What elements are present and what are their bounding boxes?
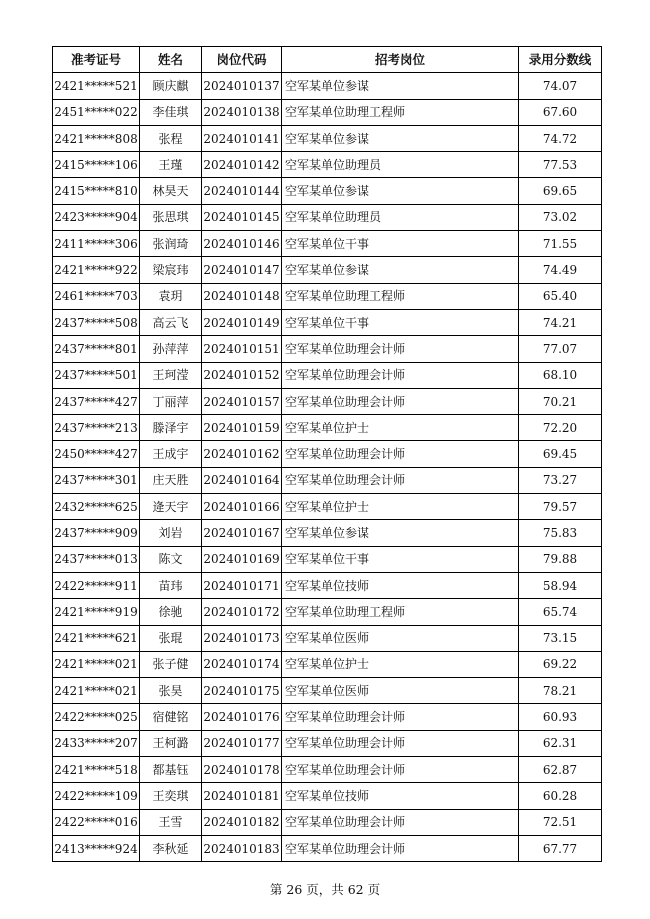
cell-post: 空军某单位护士: [282, 494, 519, 520]
table-row: [53, 625, 602, 651]
cell-name: 张琨: [140, 625, 202, 651]
cell-post: 空军某单位参谋: [282, 257, 519, 283]
cell-score-line: 74.72: [519, 125, 602, 151]
cell-name: 张程: [140, 125, 202, 151]
table-row: [53, 257, 602, 283]
cell-score-line: 69.45: [519, 441, 602, 467]
cell-name: 王成宇: [140, 441, 202, 467]
cell-post-code: 2024010167: [202, 520, 282, 546]
cell-post-code: 2024010149: [202, 309, 282, 335]
cell-score-line: 67.60: [519, 99, 602, 125]
cell-exam-number: 2437*****427: [53, 388, 140, 414]
cell-name: 徐驰: [140, 599, 202, 625]
cell-exam-number: 2411*****306: [53, 231, 140, 257]
cell-name: 王雪: [140, 809, 202, 835]
cell-post-code: 2024010166: [202, 494, 282, 520]
cell-name: 庄天胜: [140, 467, 202, 493]
cell-name: 林昊天: [140, 178, 202, 204]
cell-post: 空军某单位助理员: [282, 152, 519, 178]
table-row: [53, 757, 602, 783]
cell-score-line: 60.28: [519, 783, 602, 809]
cell-post: 空军某单位助理会计师: [282, 809, 519, 835]
cell-post: 空军某单位助理会计师: [282, 467, 519, 493]
cell-score-line: 69.22: [519, 651, 602, 677]
cell-exam-number: 2421*****021: [53, 678, 140, 704]
cell-post-code: 2024010171: [202, 572, 282, 598]
cell-name: 滕泽宇: [140, 415, 202, 441]
table-row: [53, 309, 602, 335]
cell-post-code: 2024010157: [202, 388, 282, 414]
table-row: [53, 125, 602, 151]
cell-post: 空军某单位技师: [282, 572, 519, 598]
cell-score-line: 73.02: [519, 204, 602, 230]
cell-name: 张昊: [140, 678, 202, 704]
cell-name: 王柯潞: [140, 730, 202, 756]
cell-score-line: 73.15: [519, 625, 602, 651]
header-post: 招考岗位: [282, 47, 519, 73]
cell-exam-number: 2422*****016: [53, 809, 140, 835]
cell-exam-number: 2437*****909: [53, 520, 140, 546]
cell-score-line: 67.77: [519, 835, 602, 861]
table-row: [53, 152, 602, 178]
table-row: [53, 204, 602, 230]
table-row: [53, 730, 602, 756]
table-row: [53, 362, 602, 388]
cell-name: 张思琪: [140, 204, 202, 230]
header-post-code: 岗位代码: [202, 47, 282, 73]
cell-score-line: 62.31: [519, 730, 602, 756]
cell-post: 空军某单位护士: [282, 415, 519, 441]
cell-post-code: 2024010183: [202, 835, 282, 861]
cell-name: 王奕琪: [140, 783, 202, 809]
cell-post: 空军某单位参谋: [282, 73, 519, 99]
cell-name: 宿健铭: [140, 704, 202, 730]
table-row: [53, 99, 602, 125]
cell-post: 空军某单位助理会计师: [282, 388, 519, 414]
cell-post: 空军某单位助理员: [282, 204, 519, 230]
cell-post: 空军某单位助理会计师: [282, 441, 519, 467]
cell-post: 空军某单位护士: [282, 651, 519, 677]
table-row: [53, 835, 602, 861]
cell-post: 空军某单位助理会计师: [282, 336, 519, 362]
table-row: [53, 809, 602, 835]
cell-post-code: 2024010151: [202, 336, 282, 362]
table-row: [53, 704, 602, 730]
table-row: [53, 336, 602, 362]
table-row: [53, 520, 602, 546]
cell-post-code: 2024010141: [202, 125, 282, 151]
cell-post-code: 2024010172: [202, 599, 282, 625]
cell-post-code: 2024010176: [202, 704, 282, 730]
cell-score-line: 73.27: [519, 467, 602, 493]
cell-post-code: 2024010147: [202, 257, 282, 283]
cell-post: 空军某单位助理工程师: [282, 99, 519, 125]
cell-post: 空军某单位助理会计师: [282, 362, 519, 388]
cell-score-line: 70.21: [519, 388, 602, 414]
cell-exam-number: 2415*****810: [53, 178, 140, 204]
cell-post-code: 2024010175: [202, 678, 282, 704]
cell-score-line: 74.21: [519, 309, 602, 335]
cell-post-code: 2024010182: [202, 809, 282, 835]
cell-exam-number: 2423*****904: [53, 204, 140, 230]
cell-name: 逄天宇: [140, 494, 202, 520]
cell-exam-number: 2437*****508: [53, 309, 140, 335]
table-row: [53, 783, 602, 809]
table-row: [53, 678, 602, 704]
cell-name: 李佳琪: [140, 99, 202, 125]
table-row: [53, 388, 602, 414]
cell-post-code: 2024010169: [202, 546, 282, 572]
cell-post-code: 2024010162: [202, 441, 282, 467]
table-row: [53, 283, 602, 309]
cell-exam-number: 2433*****207: [53, 730, 140, 756]
cell-post: 空军某单位助理会计师: [282, 757, 519, 783]
cell-name: 苗玮: [140, 572, 202, 598]
cell-score-line: 79.57: [519, 494, 602, 520]
cell-score-line: 72.51: [519, 809, 602, 835]
cell-post-code: 2024010159: [202, 415, 282, 441]
cell-exam-number: 2437*****301: [53, 467, 140, 493]
cell-name: 孙萍萍: [140, 336, 202, 362]
cell-exam-number: 2437*****501: [53, 362, 140, 388]
cell-score-line: 68.10: [519, 362, 602, 388]
cell-post-code: 2024010177: [202, 730, 282, 756]
table-row: [53, 178, 602, 204]
cell-score-line: 65.40: [519, 283, 602, 309]
table-row: [53, 651, 602, 677]
cell-score-line: 79.88: [519, 546, 602, 572]
cell-post: 空军某单位助理工程师: [282, 283, 519, 309]
cell-post: 空军某单位参谋: [282, 178, 519, 204]
cell-name: 梁宸玮: [140, 257, 202, 283]
cell-post-code: 2024010152: [202, 362, 282, 388]
cell-name: 顾庆麒: [140, 73, 202, 99]
cell-post-code: 2024010144: [202, 178, 282, 204]
cell-post: 空军某单位干事: [282, 546, 519, 572]
cell-exam-number: 2421*****021: [53, 651, 140, 677]
cell-name: 张润琦: [140, 231, 202, 257]
cell-exam-number: 2415*****106: [53, 152, 140, 178]
page-number-footer: 第 26 页，共 62 页: [269, 882, 381, 897]
cell-score-line: 77.53: [519, 152, 602, 178]
cell-post-code: 2024010146: [202, 231, 282, 257]
cell-exam-number: 2437*****213: [53, 415, 140, 441]
cell-name: 刘岩: [140, 520, 202, 546]
cell-score-line: 58.94: [519, 572, 602, 598]
cell-name: 陈文: [140, 546, 202, 572]
cell-post: 空军某单位助理会计师: [282, 835, 519, 861]
cell-post-code: 2024010137: [202, 73, 282, 99]
cell-exam-number: 2450*****427: [53, 441, 140, 467]
cell-name: 张子健: [140, 651, 202, 677]
header-score-line: 录用分数线: [519, 47, 602, 73]
cell-exam-number: 2421*****922: [53, 257, 140, 283]
cell-name: 李秋延: [140, 835, 202, 861]
cell-exam-number: 2421*****919: [53, 599, 140, 625]
cell-score-line: 75.83: [519, 520, 602, 546]
cell-post-code: 2024010138: [202, 99, 282, 125]
cell-exam-number: 2422*****911: [53, 572, 140, 598]
cell-score-line: 71.55: [519, 231, 602, 257]
table-row: [53, 441, 602, 467]
header-exam-number: 准考证号: [53, 47, 140, 73]
table-row: [53, 231, 602, 257]
cell-score-line: 62.87: [519, 757, 602, 783]
cell-score-line: 72.20: [519, 415, 602, 441]
cell-score-line: 60.93: [519, 704, 602, 730]
cell-score-line: 78.21: [519, 678, 602, 704]
cell-score-line: 77.07: [519, 336, 602, 362]
cell-post: 空军某单位参谋: [282, 125, 519, 151]
cell-exam-number: 2422*****109: [53, 783, 140, 809]
cell-score-line: 69.65: [519, 178, 602, 204]
cell-post: 空军某单位干事: [282, 309, 519, 335]
cell-exam-number: 2432*****625: [53, 494, 140, 520]
cell-name: 袁玥: [140, 283, 202, 309]
cell-exam-number: 2421*****621: [53, 625, 140, 651]
cell-exam-number: 2421*****808: [53, 125, 140, 151]
table-row: [53, 73, 602, 99]
cell-post-code: 2024010148: [202, 283, 282, 309]
cell-post-code: 2024010173: [202, 625, 282, 651]
cell-exam-number: 2422*****025: [53, 704, 140, 730]
table-row: [53, 415, 602, 441]
table-row: [53, 599, 602, 625]
cell-post: 空军某单位助理会计师: [282, 730, 519, 756]
header-name: 姓名: [140, 47, 202, 73]
admission-score-table: [52, 46, 602, 862]
cell-post: 空军某单位技师: [282, 783, 519, 809]
cell-exam-number: 2461*****703: [53, 283, 140, 309]
cell-post: 空军某单位助理工程师: [282, 599, 519, 625]
cell-name: 王瑾: [140, 152, 202, 178]
table-row: [53, 467, 602, 493]
cell-post: 空军某单位干事: [282, 231, 519, 257]
table-header-row: [53, 47, 602, 73]
cell-post-code: 2024010181: [202, 783, 282, 809]
cell-exam-number: 2413*****924: [53, 835, 140, 861]
cell-post: 空军某单位医师: [282, 678, 519, 704]
cell-exam-number: 2437*****013: [53, 546, 140, 572]
cell-score-line: 74.07: [519, 73, 602, 99]
cell-post: 空军某单位医师: [282, 625, 519, 651]
table-row: [53, 546, 602, 572]
cell-post-code: 2024010142: [202, 152, 282, 178]
cell-score-line: 65.74: [519, 599, 602, 625]
cell-post: 空军某单位助理会计师: [282, 704, 519, 730]
cell-exam-number: 2437*****801: [53, 336, 140, 362]
cell-post: 空军某单位参谋: [282, 520, 519, 546]
cell-post-code: 2024010164: [202, 467, 282, 493]
cell-post-code: 2024010145: [202, 204, 282, 230]
cell-name: 高云飞: [140, 309, 202, 335]
cell-post-code: 2024010178: [202, 757, 282, 783]
table-row: [53, 494, 602, 520]
cell-name: 都基钰: [140, 757, 202, 783]
cell-name: 丁丽萍: [140, 388, 202, 414]
cell-name: 王珂滢: [140, 362, 202, 388]
table-row: [53, 572, 602, 598]
cell-exam-number: 2421*****521: [53, 73, 140, 99]
cell-exam-number: 2421*****518: [53, 757, 140, 783]
cell-score-line: 74.49: [519, 257, 602, 283]
cell-post-code: 2024010174: [202, 651, 282, 677]
cell-exam-number: 2451*****022: [53, 99, 140, 125]
